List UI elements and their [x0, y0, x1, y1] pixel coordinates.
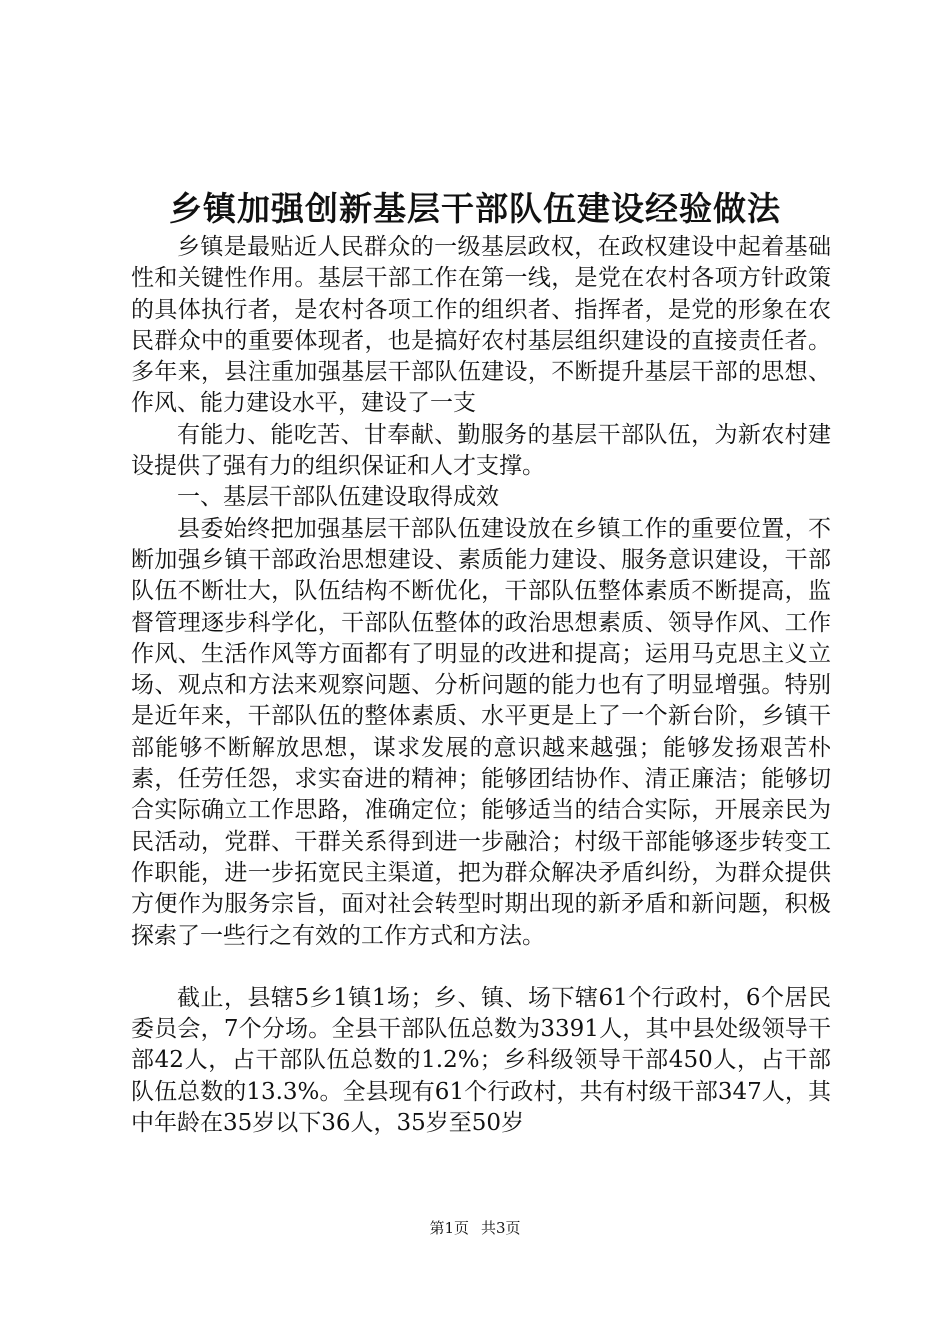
page-number: 第1页 [429, 1219, 469, 1237]
paragraph-intro-continued: 有能力、能吃苦、甘奉献、勤服务的基层干部队伍，为新农村建设提供了强有力的组织保证和人才支撑。 [131, 421, 831, 480]
page-total: 共3页 [481, 1219, 521, 1237]
section-heading: 一、基层干部队伍建设取得成效 [177, 484, 499, 511]
paragraph-achievements: 县委始终把加强基层干部队伍建设放在乡镇工作的重要位置，不断加强乡镇干部政治思想建设、素质能力建设、服务意识建设，干部队伍不断壮大，队伍结构不断优化，干部队伍整体素质不断提高，监督管理逐步科学化，干部队伍整体的政治思想素质、领导作风、工作作风、生活作风等方面都有了明显的改进和提高；运用马克思主义立场、观点和方法来观察问题、分析问题的能力也有了明显增强。特别是近年来，干部队伍的整体素质、水平更是上了一个新台阶，乡镇干部能够不断解放思想，谋求发展的意识越来越强；能够发扬艰苦朴素，任劳任怨，求实奋进的精神；能够团结协作、清正廉洁；能够切合实际确立工作思路，准确定位；能够适当的结合实际，开展亲民为民活动，党群、干群关系得到进一步融洽；村级干部能够逐步转变工作职能，进一步拓宽民主渠道，把为群众解决矛盾纠纷，为群众提供方便作为服务宗旨，面对社会转型时期出现的新矛盾和新问题，积极探索了一些行之有效的工作方式和方法。 [131, 515, 831, 949]
page-footer [0, 1218, 950, 1238]
document-body [131, 232, 831, 1139]
paragraph-statistics: 截止，县辖5乡1镇1场；乡、镇、场下辖61个行政村，6个居民委员会，7个分场。全县干部队伍总数为3391人，其中县处级领导干部42人，占干部队伍总数的1.2%；乡科级领导干部450人，占干部队伍总数的13.3%。全县现有61个行政村，共有村级干部347人，其中年龄在35岁以下36人，35岁至50岁 [131, 984, 831, 1137]
paragraph-intro: 乡镇是最贴近人民群众的一级基层政权，在政权建设中起着基础性和关键性作用。基层干部工作在第一线，是党在农村各项方针政策的具体执行者，是农村各项工作的组织者、指挥者，是党的形象在农民群众中的重要体现者，也是搞好农村基层组织建设的直接责任者。多年来，县注重加强基层干部队伍建设，不断提升基层干部的思想、作风、能力建设水平，建设了一支 [131, 234, 831, 417]
document-title: 乡镇加强创新基层干部队伍建设经验做法 [169, 189, 781, 228]
